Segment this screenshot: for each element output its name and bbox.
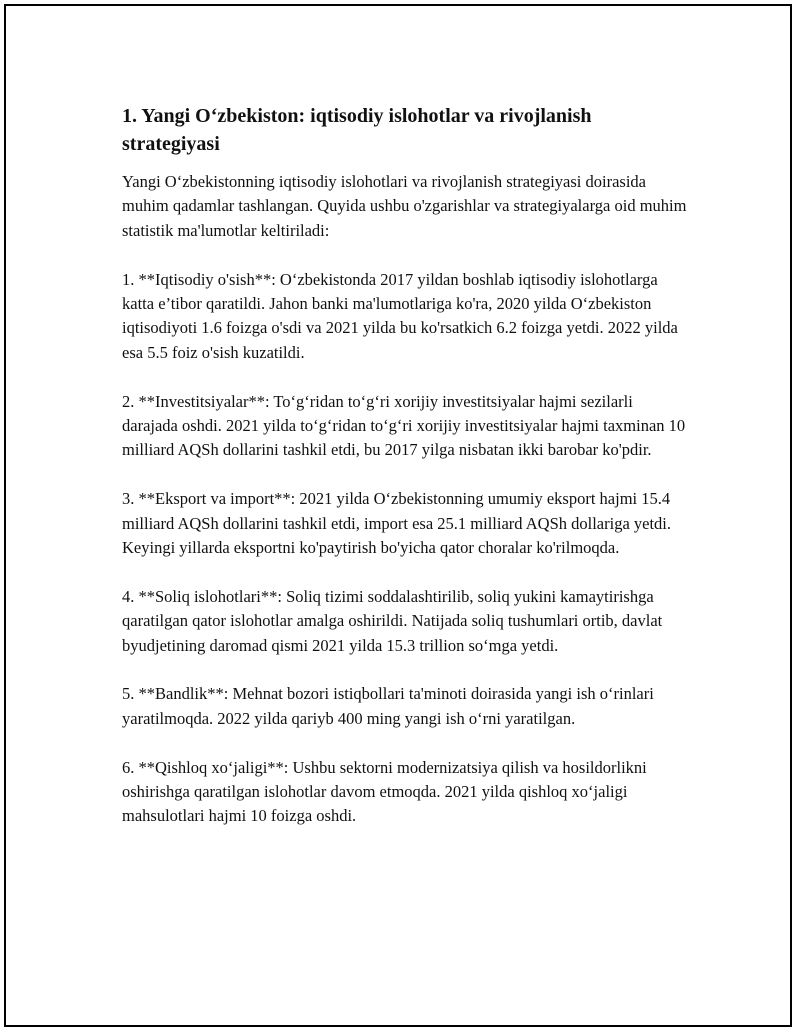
section-employment: 5. **Bandlik**: Mehnat bozori istiqbollari ta'minoti doirasida yangi ish o‘rinlari yaratilmoqda. 2022 yilda qariyb 400 ming yangi ish o‘rni yaratilgan. bbox=[122, 684, 654, 728]
document-body bbox=[122, 102, 692, 829]
intro-paragraph: Yangi O‘zbekistonning iqtisodiy islohotlari va rivojlanish strategiyasi doirasida muhim qadamlar tashlangan. Quyida ushbu o'zgarishlar va strategiyalarga oid muhim statistik ma'lumotlar keltiriladi: bbox=[122, 172, 687, 240]
section-economic-growth: 1. **Iqtisodiy o'sish**: O‘zbekistonda 2017 yildan boshlab iqtisodiy islohotlarga katta e’tibor qaratildi. Jahon banki ma'lumotlariga ko'ra, 2020 yilda O‘zbekiston iqtisodiyoti 1.6 foizga o'sdi va 2021 yilda bu ko'rsatkich 6.2 foizga yetdi. 2022 yilda esa 5.5 foiz o'sish kuzatildi. bbox=[122, 269, 678, 362]
page-frame bbox=[4, 4, 792, 1027]
section-tax-reforms: 4. **Soliq islohotlari**: Soliq tizimi soddalashtirilib, soliq yukini kamaytirishga qaratilgan qator islohotlar amalga oshirildi. Natijada soliq tushumlari ortib, davlat byudjetining daromad qismi 2021 yilda 15.3 trillion so‘mga yetdi. bbox=[122, 586, 663, 655]
document-title: 1. Yangi O‘zbekiston: iqtisodiy islohotlar va rivojlanish strategiyasi bbox=[122, 105, 592, 155]
section-agriculture: 6. **Qishloq xo‘jaligi**: Ushbu sektorni modernizatsiya qilish va hosildorlikni oshirishga qaratilgan islohotlar davom etmoqda. 2021 yilda qishloq xo‘jaligi mahsulotlari hajmi 10 foizga oshdi. bbox=[122, 757, 647, 826]
section-investments: 2. **Investitsiyalar**: To‘g‘ridan to‘g‘ri xorijiy investitsiyalar hajmi sezilarli darajada oshdi. 2021 yilda to‘g‘ridan to‘g‘ri xorijiy investitsiyalar hajmi taxminan 10 milliard AQSh dollarini tashkil etdi, bu 2017 yilga nisbatan ikki barobar ko'pdir. bbox=[122, 391, 686, 460]
section-export-import: 3. **Eksport va import**: 2021 yilda O‘zbekistonning umumiy eksport hajmi 15.4 milliard AQSh dollarini tashkil etdi, import esa 25.1 milliard AQSh dollariga yetdi. Keyingi yillarda eksportni ko'paytirish bo'yicha qator choralar ko'rilmoqda. bbox=[122, 489, 672, 558]
